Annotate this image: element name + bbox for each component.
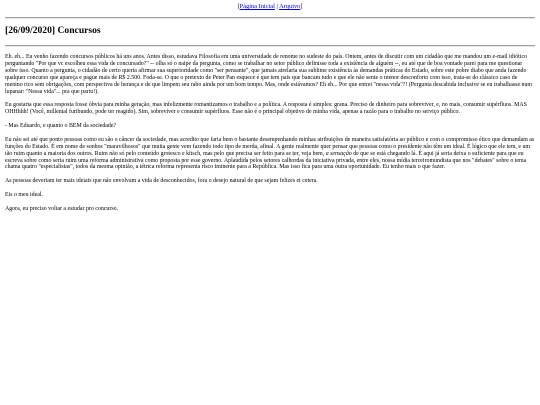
paragraph-society-italic: a sensação: [325, 150, 352, 157]
nav-open-bracket: [: [237, 3, 240, 10]
title-divider: [5, 45, 535, 47]
archive-link[interactable]: Arquivo: [279, 3, 301, 10]
paragraph-my-ideal: Eis o meu ideal.: [5, 192, 43, 199]
nav-separator: |: [274, 3, 280, 10]
paragraph-answer: Eu gostaria que essa resposta fosse óbvia para minha geração, mas infelizmente romantizamos o trabalho e a política. A resposta é simples: grana. Preciso de dinheiro para sobreviver, e, no mais, consumir supérfluos. MAS OHHhhh! (Você, millenial furibundo, pode ter reagido). Sim, sobreviver e consumir supérfluos. Esse não é o principal objetivo de minha vida, apenas a razão para o trabalho no serviço público.: [5, 102, 527, 116]
post-title: [26/09/2020] Concursos: [5, 25, 101, 36]
paragraph-ideals: As pessoas deveriam ter mais ideiais que não envolvam a vida de desconhecidos, fora o desejo natural de que sejam felizes et cetera.: [5, 178, 318, 185]
paragraph-society-part1: Eu não sei até que ponto pessoas como eu são o câncer da sociedade, mas acredito que faria bem o bastante desempenhando minhas atribuições de maneira satisfatória ao público e com o compromisso ético que demandam as funções do Estado. É em nome de sonhos "maravilhosos" que muita gente vem fazendo todo tipo de merda, afinal. A gente realmente quer pensar que pessoas como o presidente não têm um ideal. É lógico que ele tem, e um tão ruim quanto a maioria dos outros. Ruim não só pelo conteúdo grotesco e kitsch, mas pelo que precisa ser feito para se ter, veja bem,: [5, 136, 535, 157]
top-navigation: [5, 3, 535, 11]
paragraph-question: - Mas Eduardo, e quanto o BEM da sociedade?: [5, 123, 117, 130]
top-divider: [5, 17, 535, 19]
post-body: [5, 54, 535, 213]
paragraph-society: [5, 137, 535, 172]
paragraph-society-part2: de que se está chegando lá. É aqui já seria deixa o suficiente para que eu escreva sobre como seria ruim uma reforma administrativa como proposta por esse governo. Aplaudida pelos setores calhordas da iniciativa privada, entre eles, nossa mídia terceiromundista que nos "debates" sobre o tema chama quatro "especialistas", todos da mesma opinião, a tétrica reforma representa risco iminente para a República. Mas isso fica para uma outra oportunidade. Eu tenho mais o que fazer.: [5, 150, 527, 171]
home-link[interactable]: Página Inicial: [239, 3, 275, 10]
paragraph-closing: Agora, eu preciso voltar a estudar pro concurso.: [5, 205, 119, 212]
paragraph-intro: Eh. eh... Eu venho fazendo concursos públicos há uns anos. Antes disso, estudava Filosofia em uma universidade de renome no sudeste do país. Ontem, antes de discutir com um cidadão que me mandou um e-mail idiótico perguntando "Por que vc escolheu essa vida de concursado?" -- olha só o naipe da pergunta, como se trabalhar no setor público definisse toda a existência de alguém --, eu até que de boa vontade parei para me questionar sobre isso. Quanto a pergunta, o cidadão de certo queria afirmar sua superioridade como "ser pensante", que jamais atrelaria sua sublime existência às demandas práticas do Estado, sobre este pobre diabo que anda fazendo qualquer concurso que apareça e pague mais de R$ 2.500. Foda-se. O que o pretexto de Peter Pan esquece é que tem pais que bancam tudo e que ele não sente o menor desconforto com isso, trata-se do clássico caso de menino rico sem obrigações, com perspectiva de herança e de que limpem seu rabo ainda por um bom tempo. Mas, onde estávamos? Eh eh... Por que entrei "nessa vida"?! (Pergunta descabida inclusive se eu trabalhasse num lupanar: "Nessa vida"... pra que pariu!).: [5, 54, 532, 95]
nav-close-bracket: ]: [300, 3, 303, 10]
